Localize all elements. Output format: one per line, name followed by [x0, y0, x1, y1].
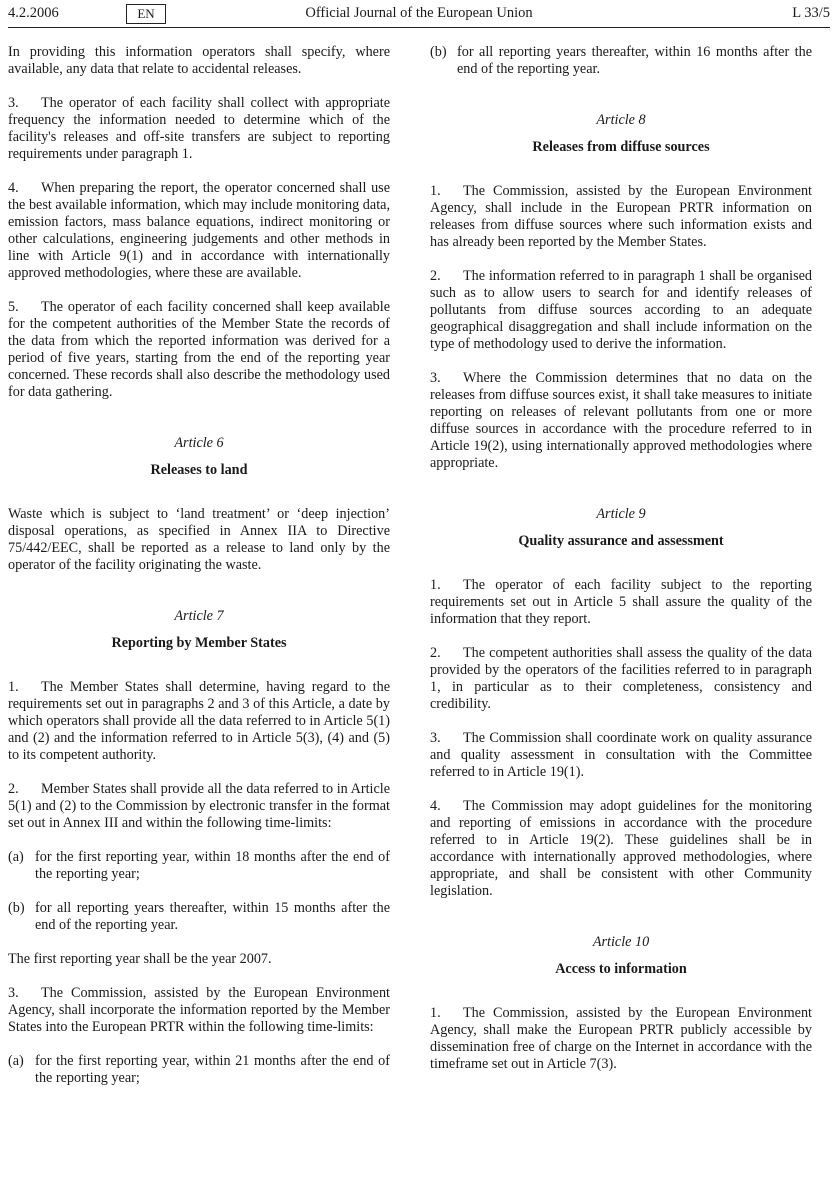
journal-title: Official Journal of the European Union	[305, 5, 533, 21]
paragraph-text: The Member States shall determine, having regard to the requirements set out in paragraphs 2 and 3 of this Article, a date by which operators shall provide all the data referred to in Article 5(1) and (2) and the information referred to in Article 5(3), (4) and (5) to its competent authority.	[8, 679, 390, 763]
paragraph-text: The Commission may adopt guidelines for the monitoring and reporting of emissions in accordance with the procedure referred to in Article 19(2). These guidelines shall be in accordance with internationally approved methodologies, where appropriate, and shall be consistent with other Community legislation.	[430, 798, 812, 899]
article-8-number: Article 8	[596, 112, 646, 128]
spacer	[8, 591, 390, 608]
left-column	[8, 44, 390, 1104]
article-7-title: Reporting by Member States	[111, 635, 287, 651]
paragraph-text: The Commission, assisted by the European Environment Agency, shall make the European PRTR publicly accessible by dissemination free of charge on the Internet in accordance with the timeframe set out in Article 7(3).	[430, 1005, 812, 1072]
list-label: (b)	[8, 900, 25, 916]
article-10-title: Access to information	[555, 961, 687, 977]
language-badge: EN	[126, 4, 166, 24]
spacer	[430, 489, 812, 506]
paragraph-number: 4.	[8, 180, 19, 196]
paragraph-text: Member States shall provide all the data referred to in Article 5(1) and (2) to the Commission by electronic transfer in the format set out in Annex III and within the following time-limits:	[8, 781, 390, 831]
paragraph-5-3	[8, 95, 390, 163]
article-9-title: Quality assurance and assessment	[518, 533, 724, 549]
paragraph-9-1	[430, 577, 812, 628]
list-label: (a)	[8, 1053, 24, 1069]
paragraph-9-4	[430, 798, 812, 900]
page-header	[8, 0, 830, 28]
paragraph-text: The information referred to in paragraph 1 shall be organised such as to allow users to search for and identify releases of pollutants from diffuse sources according to an adequate geographical disaggregation and shall include information on the type of methodology used to derive the information.	[430, 268, 812, 352]
spacer	[430, 917, 812, 934]
paragraph-text: The operator of each facility subject to the reporting requirements set out in Article 5 shall assure the quality of the information that they report.	[430, 577, 812, 627]
list-text: for all reporting years thereafter, within 15 months after the end of the reporting year.	[35, 900, 390, 933]
article-6-paragraph: Waste which is subject to ‘land treatment’ or ‘deep injection’ disposal operations, as specified in Annex IIA to Directive 75/442/EEC, shall be reported as a release to land only by the operator of the facility originating the waste.	[8, 506, 390, 573]
article-8-title: Releases from diffuse sources	[532, 139, 710, 155]
paragraph-5-5	[8, 299, 390, 401]
paragraph-text: The operator of each facility concerned shall keep available for the competent authorities of the Member State the records of the data from which the reported information was derived for a period of five years, starting from the end of the reporting year concerned. These records shall also describe the methodology used for data gathering.	[8, 299, 390, 400]
paragraph-intro: In providing this information operators shall specify, where available, any data that relate to accidental releases.	[8, 44, 390, 77]
paragraph-text: The operator of each facility shall collect with appropriate frequency the information needed to determine which of the facility's releases and off-site transfers are subject to reporting requirements under paragraph 1.	[8, 95, 390, 162]
paragraph-number: 2.	[8, 781, 19, 797]
paragraph-8-1	[430, 183, 812, 251]
paragraph-text: Where the Commission determines that no data on the releases from diffuse sources exist, it shall take measures to initiate reporting on releases of relevant pollutants from one or more diffuse sources in accordance with the procedure referred to in Article 19(2), using internationally approved methodologies where appropriate.	[430, 370, 812, 471]
paragraph-number: 1.	[430, 1005, 441, 1021]
paragraph-first-reporting-year: The first reporting year shall be the year 2007.	[8, 951, 272, 967]
article-6-title: Releases to land	[150, 462, 248, 478]
paragraph-7-2	[8, 781, 390, 832]
list-text: for the first reporting year, within 21 months after the end of the reporting year;	[35, 1053, 390, 1086]
paragraph-text: The Commission shall coordinate work on quality assurance and quality assessment in consultation with the Committee referred to in Article 19(1).	[430, 730, 812, 780]
article-10-number: Article 10	[592, 934, 650, 950]
paragraph-9-3	[430, 730, 812, 781]
list-item-7-2-b	[8, 900, 390, 934]
list-item-7-3-a	[8, 1053, 390, 1087]
paragraph-number: 1.	[430, 183, 441, 199]
paragraph-number: 3.	[8, 985, 19, 1001]
paragraph-number: 2.	[430, 268, 441, 284]
paragraph-number: 5.	[8, 299, 19, 315]
paragraph-8-3	[430, 370, 812, 472]
paragraph-text: When preparing the report, the operator concerned shall use the best available information, which may include monitoring data, emission factors, mass balance equations, indirect monitoring or other calculations, engineering judgements and other methods in line with Article 9(1) and in accordance with internationally approved methodologies, where these are available.	[8, 180, 390, 281]
right-column	[430, 44, 812, 1090]
spacer	[8, 418, 390, 435]
paragraph-number: 3.	[430, 370, 441, 386]
article-7-number: Article 7	[174, 608, 224, 624]
list-item-7-3-b	[430, 44, 812, 78]
paragraph-10-1	[430, 1005, 812, 1073]
list-label: (a)	[8, 849, 24, 865]
paragraph-text: The Commission, assisted by the European Environment Agency, shall incorporate the information reported by the Member States into the European PRTR within the following time-limits:	[8, 985, 390, 1035]
spacer	[430, 95, 812, 112]
paragraph-7-3	[8, 985, 390, 1036]
publication-date: 4.2.2006	[8, 5, 59, 21]
paragraph-5-4	[8, 180, 390, 282]
paragraph-text: The Commission, assisted by the European Environment Agency, shall include in the European PRTR information on releases from diffuse sources where such information exists and has already been reported by the Member States.	[430, 183, 812, 250]
paragraph-number: 3.	[8, 95, 19, 111]
paragraph-number: 3.	[430, 730, 441, 746]
paragraph-number: 4.	[430, 798, 441, 814]
paragraph-text: The competent authorities shall assess the quality of the data provided by the operators of the facilities referred to in paragraph 1, in particular as to their completeness, consistency and credibility.	[430, 645, 812, 712]
paragraph-9-2	[430, 645, 812, 713]
list-item-7-2-a	[8, 849, 390, 883]
paragraph-number: 1.	[8, 679, 19, 695]
list-label: (b)	[430, 44, 447, 60]
list-text: for the first reporting year, within 18 months after the end of the reporting year;	[35, 849, 390, 882]
page-number: L 33/5	[792, 5, 830, 21]
paragraph-number: 2.	[430, 645, 441, 661]
article-9-number: Article 9	[596, 506, 646, 522]
article-6-number: Article 6	[174, 435, 224, 451]
paragraph-8-2	[430, 268, 812, 353]
paragraph-number: 1.	[430, 577, 441, 593]
list-text: for all reporting years thereafter, within 16 months after the end of the reporting year.	[457, 44, 812, 77]
paragraph-7-1	[8, 679, 390, 764]
